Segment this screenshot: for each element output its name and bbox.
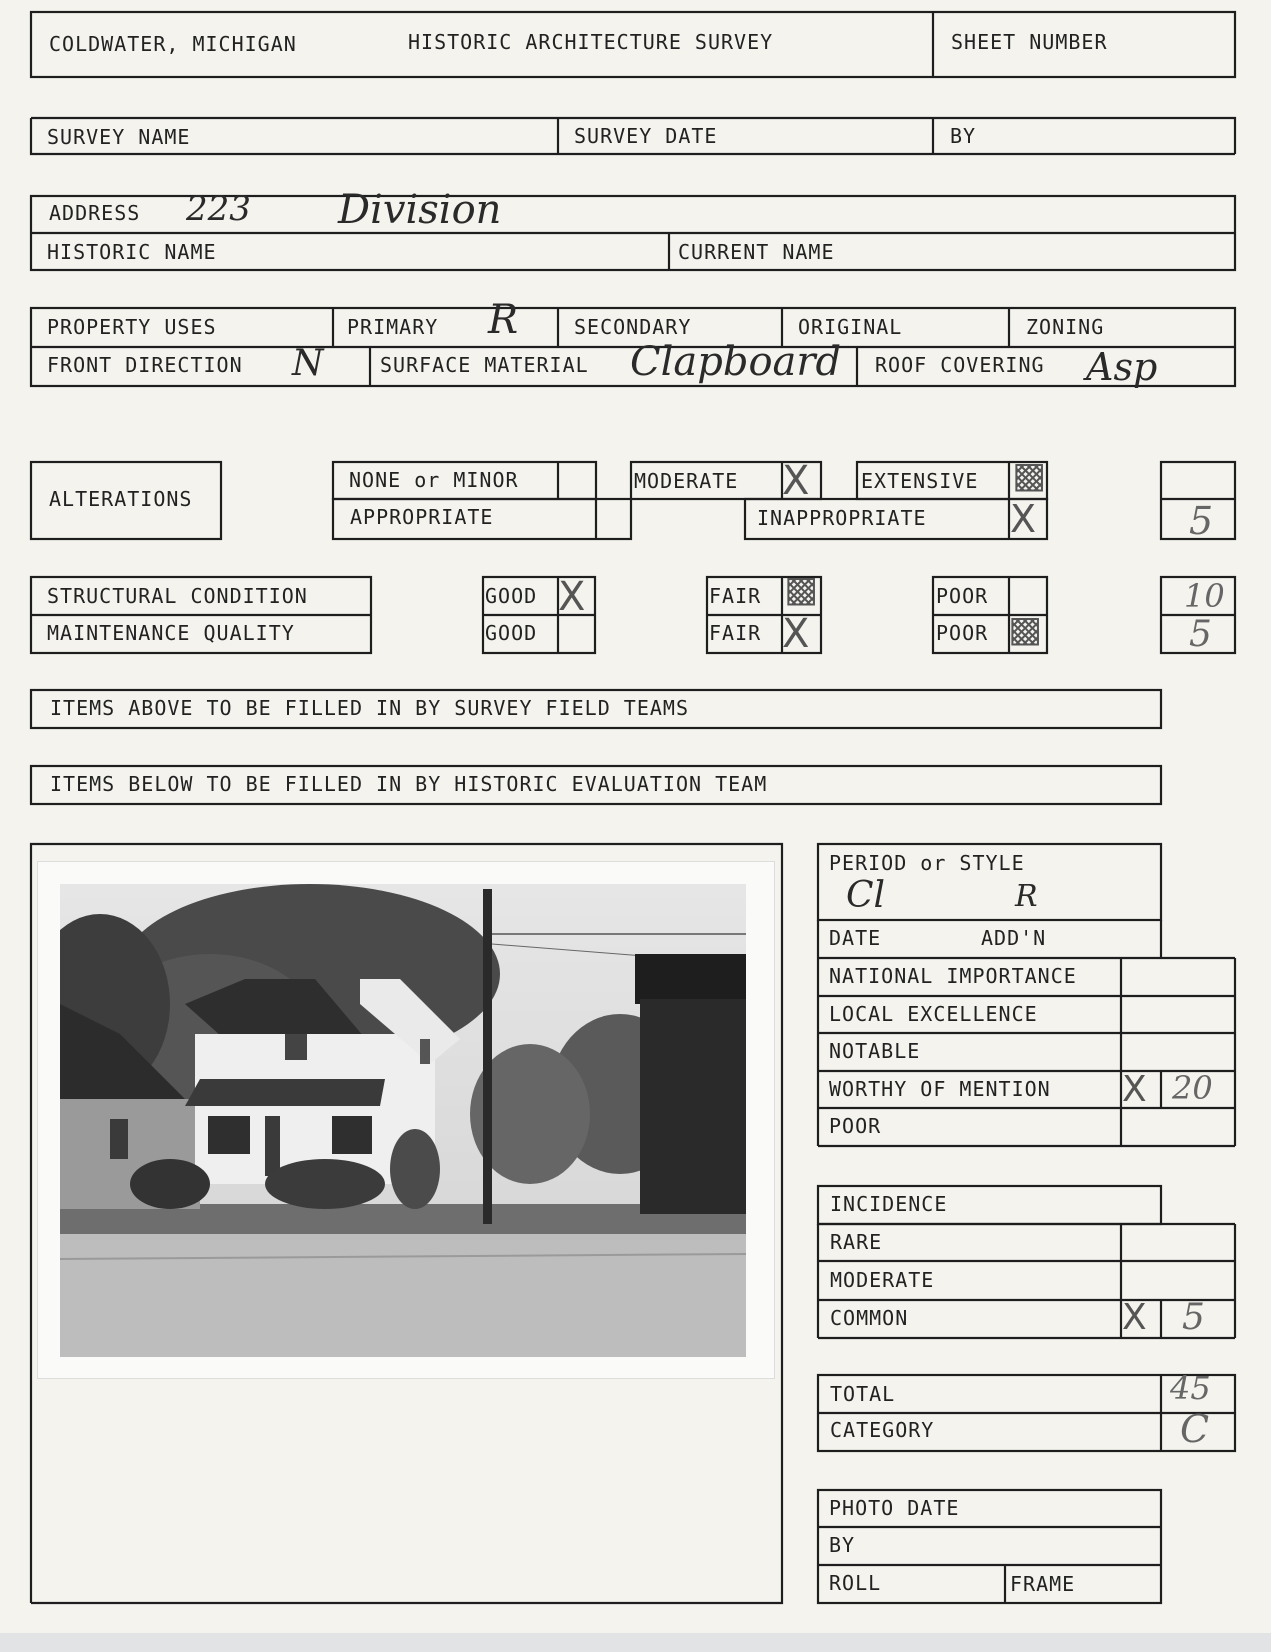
common-check-mark: X: [1122, 1297, 1147, 1338]
worthy-of-mention-label: WORTHY OF MENTION: [829, 1077, 1051, 1101]
items-below-note: ITEMS BELOW TO BE FILLED IN BY HISTORIC EVALUATION TEAM: [50, 772, 768, 796]
period-style-label: PERIOD or STYLE: [829, 851, 1025, 875]
alterations-score: 5: [1189, 499, 1214, 543]
incidence-label: INCIDENCE: [830, 1192, 948, 1216]
maintenance-fair-check-mark: X: [782, 611, 810, 657]
date-value: ADD'N: [981, 926, 1047, 950]
structural-condition-label: STRUCTURAL CONDITION: [47, 584, 308, 608]
total-label: TOTAL: [830, 1382, 896, 1406]
historic-name-label: HISTORIC NAME: [47, 240, 217, 264]
primary-value: R: [488, 297, 519, 343]
front-direction-value: N: [292, 343, 324, 384]
current-name-label: CURRENT NAME: [678, 240, 835, 264]
roll-label: ROLL: [829, 1571, 882, 1595]
house-photo-image: [60, 884, 746, 1357]
alterations-label: ALTERATIONS: [49, 487, 193, 511]
roof-covering-label: ROOF COVERING: [875, 353, 1045, 377]
structural-poor-label: POOR: [936, 584, 989, 608]
secondary-label: SECONDARY: [574, 315, 692, 339]
structural-good-check-mark: X: [558, 574, 586, 620]
moderate-check-mark: X: [782, 458, 810, 504]
period-style-value-2: R: [1015, 879, 1038, 914]
property-uses-label: PROPERTY USES: [47, 315, 217, 339]
extensive-label: EXTENSIVE: [861, 469, 979, 493]
scan-edge-strip: [0, 1633, 1271, 1652]
property-photo: [38, 862, 774, 1378]
address-street-value: Division: [338, 187, 502, 233]
maintenance-poor-scribble-mark: ▩: [1008, 609, 1043, 650]
inappropriate-check-mark: X: [1010, 497, 1037, 541]
worthy-score: 20: [1172, 1069, 1213, 1107]
category-value: C: [1180, 1407, 1210, 1451]
inappropriate-label: INAPPROPRIATE: [757, 506, 927, 530]
rare-label: RARE: [830, 1230, 883, 1254]
maintenance-fair-label: FAIR: [709, 621, 762, 645]
address-label: ADDRESS: [49, 201, 141, 225]
maintenance-score: 5: [1189, 614, 1212, 655]
poor-label: POOR: [829, 1114, 882, 1138]
survey-date-label: SURVEY DATE: [574, 124, 718, 148]
photo-date-label: PHOTO DATE: [829, 1496, 960, 1520]
maintenance-good-label: GOOD: [485, 621, 538, 645]
city-label: COLDWATER, MICHIGAN: [49, 32, 297, 56]
date-label: DATE: [829, 926, 882, 950]
maintenance-poor-label: POOR: [936, 621, 989, 645]
local-excellence-label: LOCAL EXCELLENCE: [829, 1002, 1038, 1026]
none-minor-label: NONE or MINOR: [349, 468, 519, 492]
front-direction-label: FRONT DIRECTION: [47, 353, 243, 377]
moderate-label: MODERATE: [634, 469, 739, 493]
primary-label: PRIMARY: [347, 315, 439, 339]
photo-drawing: [60, 884, 746, 1357]
frame-label: FRAME: [1010, 1572, 1076, 1596]
original-label: ORIGINAL: [798, 315, 903, 339]
zoning-label: ZONING: [1026, 315, 1105, 339]
roof-covering-value: Asp: [1086, 345, 1158, 389]
sheet-number-label: SHEET NUMBER: [951, 30, 1108, 54]
structural-good-label: GOOD: [485, 584, 538, 608]
photo-by-label: BY: [829, 1533, 856, 1557]
address-number-value: 223: [186, 189, 251, 229]
moderate-incidence-label: MODERATE: [830, 1268, 935, 1292]
total-value: 45: [1170, 1369, 1211, 1407]
national-importance-label: NATIONAL IMPORTANCE: [829, 964, 1077, 988]
appropriate-label: APPROPRIATE: [350, 505, 494, 529]
survey-by-label: BY: [950, 124, 977, 148]
structural-fair-scribble-mark: ▩: [784, 569, 819, 610]
notable-label: NOTABLE: [829, 1039, 921, 1063]
surface-material-value: Clapboard: [630, 339, 842, 385]
surface-material-label: SURFACE MATERIAL: [380, 353, 589, 377]
form-title: HISTORIC ARCHITECTURE SURVEY: [408, 30, 774, 54]
survey-name-label: SURVEY NAME: [47, 125, 191, 149]
structural-score: 10: [1184, 577, 1225, 615]
extensive-scribble-mark: ▩: [1012, 455, 1047, 496]
period-style-value-1: Cl: [846, 875, 886, 916]
category-label: CATEGORY: [830, 1418, 935, 1442]
common-score: 5: [1182, 1297, 1205, 1338]
common-label: COMMON: [830, 1306, 909, 1330]
worthy-check-mark: X: [1122, 1069, 1147, 1110]
items-above-note: ITEMS ABOVE TO BE FILLED IN BY SURVEY FIELD TEAMS: [50, 696, 690, 720]
maintenance-quality-label: MAINTENANCE QUALITY: [47, 621, 295, 645]
structural-fair-label: FAIR: [709, 584, 762, 608]
